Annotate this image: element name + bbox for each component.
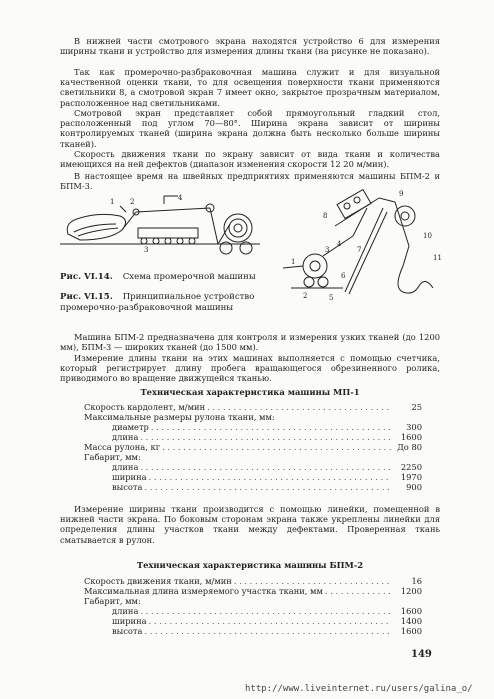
spec-row-value: 1400 [400,616,422,626]
fig14-label-1: 1 [110,198,115,206]
spec-row [84,472,422,482]
fig15-label-4: 4 [337,240,342,248]
spec-row-value: 1600 [400,626,422,636]
spec-row-leader [142,482,392,492]
spec-row-value: 2250 [400,462,422,472]
paragraph-2: Так как промерочно-разбраковочная машина служит и для визуальной качественной оценки ткани, то для освещения поверхности ткани применяются светильники 8, а смотровой экран 7 имеет окно, закрытое прозрачным материалом, расположенное над светильниками. [60,67,440,108]
spec-row [84,576,422,586]
spec-row-label: ширина [112,472,147,482]
fig14-label-3: 3 [144,246,149,254]
spec-row-value: 1970 [400,472,422,482]
caption-fig-vi15-number: Рис. VI.15. [60,292,113,302]
spec-row [84,586,422,596]
paragraph-7: Измерение длины ткани на этих машинах выполняется с помощью счетчика, который регистрирует длину пробега вращающегося обрезиненного ролика, приводимого во вращение движущейся тканью. [60,353,440,384]
paragraph-6: Машина БПМ-2 предназначена для контроля и измерения узких тканей (до 1200 мм), БПМ-3 — широких тканей (до 1500 мм). [60,332,440,353]
fig15-label-6: 6 [341,272,346,280]
spec-bpm2-title: Техническая характеристика машины БПМ-2 [136,560,364,570]
spec-row-label: диаметр [112,422,149,432]
spec-row-value: 1200 [400,586,422,596]
spec-row [84,482,422,492]
spec-row-value: 300 [406,422,422,432]
spec-row-leader [142,626,392,636]
spec-row-leader [232,576,392,586]
fig14-label-4: 4 [178,194,183,202]
fig15-label-7: 7 [357,246,362,254]
spec-row-leader [138,432,392,442]
caption-fig-vi15-text: Принципиальное устройство промерочно-разбраковочной машины [60,292,255,313]
spec-row-value: 900 [406,482,422,492]
spec-row-label: Габарит, мм: [84,452,141,462]
spec-bpm2-table [84,576,422,636]
fig15-label-5: 5 [329,294,334,302]
spec-mp1-table [84,402,422,492]
fig15-label-1: 1 [291,258,296,266]
spec-row [84,402,422,412]
fig15-label-10: 10 [423,232,432,240]
spec-row-value: 25 [411,402,422,412]
spec-row [84,616,422,626]
watermark-url: http://www.liveinternet.ru/users/galina_o/ [245,684,473,694]
spec-row-label: Скорость движения ткани, м/мин [84,576,232,586]
spec-row [84,432,422,442]
spec-row-leader [147,472,392,482]
spec-row-label: ширина [112,616,147,626]
spec-row-leader [138,606,392,616]
page-number: 149 [411,649,432,660]
spec-row-leader [141,596,392,606]
spec-row-label: длина [112,432,139,442]
spec-row-leader [141,452,392,462]
spec-row-value: До 80 [397,442,422,452]
spec-row-leader [205,402,392,412]
figure-vi14-diagram [60,194,260,266]
fig15-label-3: 3 [325,246,330,254]
paragraph-1: В нижней части смотрового экрана находятся устройство 6 для измерения ширины ткани и устройство для измерения длины ткани (на рисунке не показано). [60,36,440,57]
spec-row-label: Максимальная длина измеряемого участка ткани, мм [84,586,323,596]
spec-row-leader [147,616,392,626]
spec-mp1-title: Техническая характеристика машины МП-1 [140,387,360,397]
spec-row-label: длина [112,462,139,472]
spec-row [84,626,422,636]
caption-fig-vi14-text: Схема промерочной машины [122,272,256,282]
caption-fig-vi14-number: Рис. VI.14. [60,272,113,282]
spec-row-label: Габарит, мм: [84,596,141,606]
spec-row [84,442,422,452]
figure-vi15-diagram [283,188,455,306]
spec-row-label: Скорость кардолент, м/мин [84,402,206,412]
spec-row [84,452,422,462]
caption-fig-vi15 [60,292,275,314]
spec-row-label: Максимальные размеры рулона ткани, мм: [84,412,275,422]
spec-row [84,422,422,432]
spec-row-leader [160,442,392,452]
spec-row-leader [275,412,392,422]
fig14-label-2: 2 [130,198,135,206]
spec-row-label: длина [112,606,139,616]
caption-fig-vi14 [60,272,260,283]
spec-row-label: Масса рулона, кг [84,442,161,452]
spec-row-leader [149,422,392,432]
spec-row-value [392,452,422,462]
spec-row-value: 1600 [400,606,422,616]
spec-row-value [392,596,422,606]
fig15-label-2: 2 [303,292,308,300]
spec-row-leader [138,462,392,472]
spec-row [84,412,422,422]
paragraph-5: В настоящее время на швейных предприятиях применяются машины БПМ-2 и БПМ-3. [60,171,440,192]
fig15-label-11: 11 [433,254,442,262]
spec-row-value: 1600 [400,432,422,442]
spec-row-value [392,412,422,422]
fig15-label-8: 8 [323,212,328,220]
spec-row [84,596,422,606]
spec-row [84,462,422,472]
spec-row-label: высота [112,482,143,492]
spec-row-value: 16 [411,576,422,586]
paragraph-4: Скорость движения ткани по экрану зависит от вида ткани и количества имеющихся на ней дефектов (диапазон изменения скорости 12 20 м/мин). [60,149,440,170]
spec-row-leader [323,586,392,596]
paragraph-3: Смотровой экран представляет собой прямоугольный гладкий стол, расположенный под углом 70—80°. Ширина экрана зависит от ширины контролируемых тканей (ширина экрана должна быть несколько больше ширины тканей). [60,108,440,149]
fig15-label-9: 9 [399,190,404,198]
paragraph-8: Измерение ширины ткани производится с помощью линейки, помещенной в нижней части экрана. По боковым сторонам экрана также укреплены линейки для определения длины участков ткани между дефектами. Проверенная ткань сматывается в рулон. [60,504,440,545]
spec-row-label: высота [112,626,143,636]
spec-row [84,606,422,616]
